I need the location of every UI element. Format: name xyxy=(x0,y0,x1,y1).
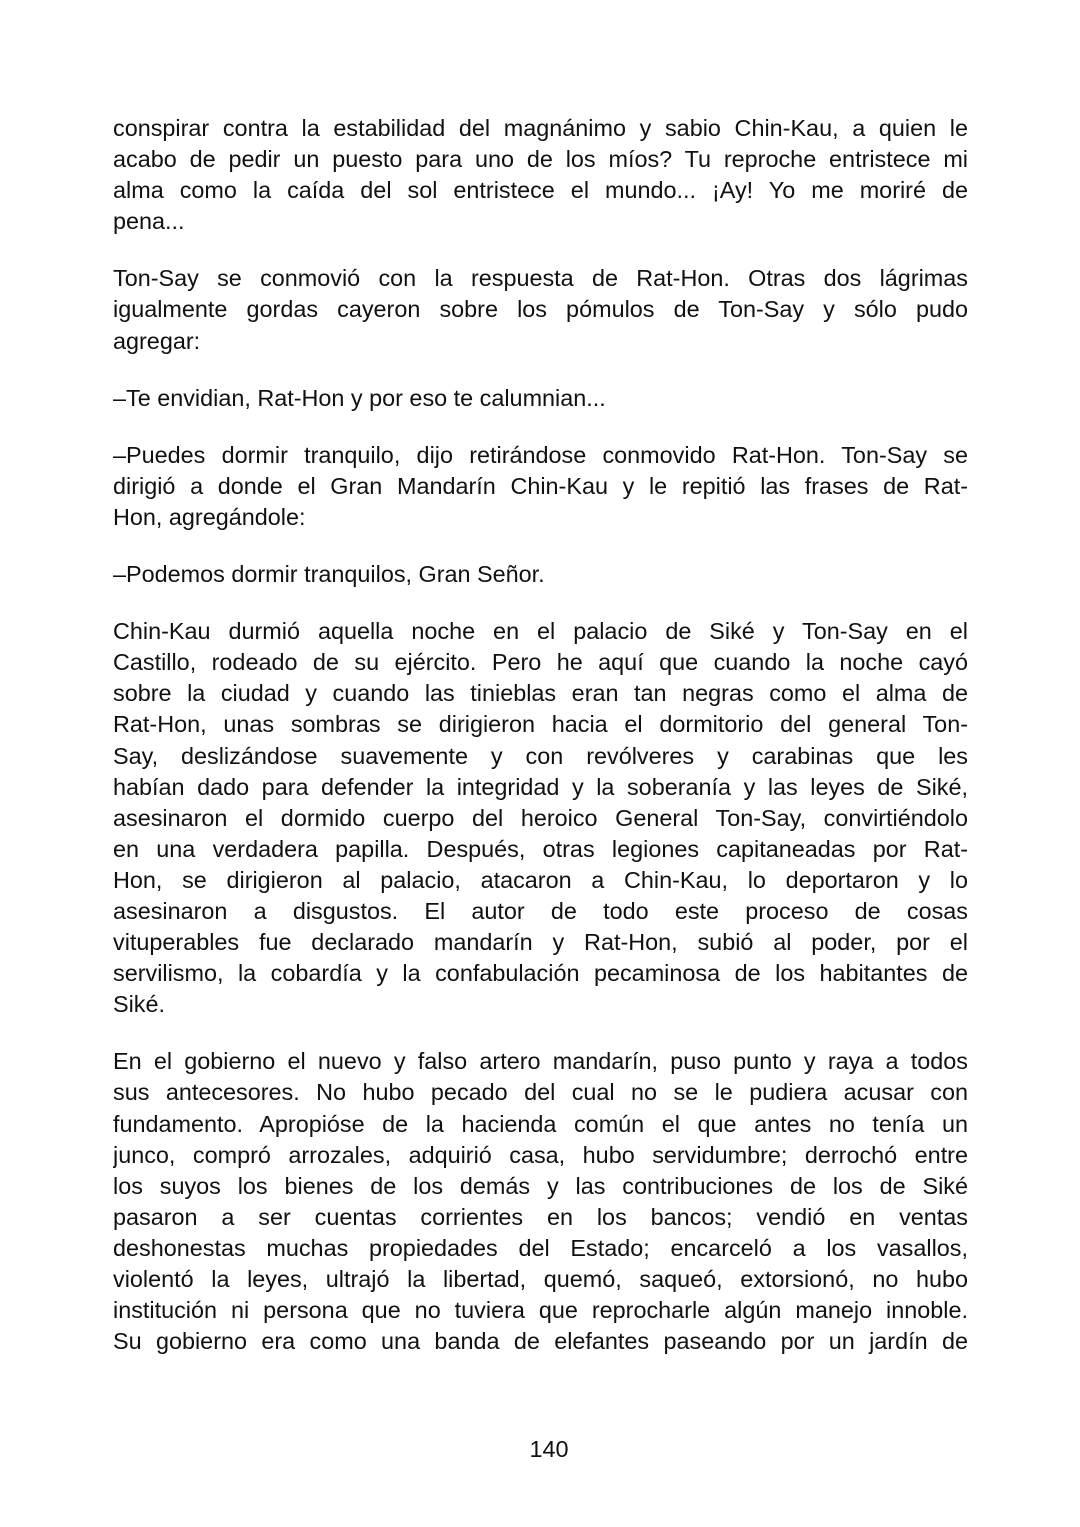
text-line: alma como la caída del sol entristece el mundo... ¡Ay! Yo me moriré de xyxy=(113,177,968,204)
text-line: –Puedes dormir tranquilo, dijo retirándose conmovido Rat-Hon. Ton-Say se xyxy=(113,441,968,468)
text-line: –Podemos dormir tranquilos, Gran Señor. xyxy=(113,561,545,588)
text-line: asesinaron el dormido cuerpo del heroico General Ton-Say, convirtiéndolo xyxy=(113,804,968,831)
text-line: deshonestas muchas propiedades del Estado; encarceló a los vasallos, xyxy=(113,1234,968,1261)
text-line: violentó la leyes, ultrajó la libertad, quemó, saqueó, extorsionó, no hubo xyxy=(113,1266,968,1292)
text-line: junco, compró arrozales, adquirió casa, hubo servidumbre; derrochó entre xyxy=(113,1141,968,1168)
text-line: vituperables fue declarado mandarín y Rat-Hon, subió al poder, por el xyxy=(113,929,968,956)
paragraph-5-dialogue xyxy=(113,559,968,590)
paragraph-2 xyxy=(113,263,968,356)
text-line: Siké. xyxy=(113,991,166,1018)
text-line: habían dado para defender la integridad y la soberanía y las leyes de Siké, xyxy=(113,773,968,800)
text-line: Hon, se dirigieron al palacio, atacaron a Chin-Kau, lo deportaron y lo xyxy=(113,866,968,893)
text-line: Ton-Say se conmovió con la respuesta de Rat-Hon. Otras dos lágrimas xyxy=(113,265,968,292)
text-line: En el gobierno el nuevo y falso artero mandarín, puso punto y raya a todos xyxy=(113,1048,968,1075)
paragraph-7 xyxy=(113,1046,968,1357)
text-line: Rat-Hon, unas sombras se dirigieron hacia el dormitorio del general Ton- xyxy=(113,711,968,738)
text-line: igualmente gordas cayeron sobre los pómulos de Ton-Say y sólo pudo xyxy=(113,296,968,323)
text-line: en una verdadera papilla. Después, otras legiones capitaneadas por Rat- xyxy=(113,835,968,862)
text-line: Chin-Kau durmió aquella noche en el palacio de Siké y Ton-Say en el xyxy=(113,618,968,645)
text-line: Castillo, rodeado de su ejército. Pero he aquí que cuando la noche cayó xyxy=(113,649,968,676)
text-line: pasaron a ser cuentas corrientes en los bancos; vendió en ventas xyxy=(113,1203,968,1230)
text-line: acabo de pedir un puesto para uno de los míos? Tu reproche entristece mi xyxy=(113,146,968,173)
text-line: Su gobierno era como una banda de elefantes paseando por un jardín de xyxy=(113,1328,968,1355)
body-text xyxy=(113,113,968,1383)
text-line: sus antecesores. No hubo pecado del cual no se le pudiera acusar con xyxy=(113,1079,968,1106)
text-line: conspirar contra la estabilidad del magnánimo y sabio Chin-Kau, a quien le xyxy=(113,115,968,141)
text-line: pena... xyxy=(113,208,185,235)
page-number: 140 xyxy=(529,1436,569,1462)
text-line: asesinaron a disgustos. El autor de todo este proceso de cosas xyxy=(113,897,968,924)
text-line: –Te envidian, Rat-Hon y por eso te calumnian... xyxy=(113,384,606,411)
text-line: fundamento. Apropióse de la hacienda común el que antes no tenía un xyxy=(113,1110,968,1137)
text-line: dirigió a donde el Gran Mandarín Chin-Kau y le repitió las frases de Rat- xyxy=(113,472,968,499)
paragraph-4-dialogue xyxy=(113,440,968,533)
paragraph-6 xyxy=(113,616,968,1020)
paragraph-3-dialogue xyxy=(113,383,968,414)
text-line: institución ni persona que no tuviera que reprocharle algún manejo innoble. xyxy=(113,1297,968,1324)
text-line: agregar: xyxy=(113,327,201,354)
text-line: sobre la ciudad y cuando las tinieblas eran tan negras como el alma de xyxy=(113,680,968,707)
paragraph-1 xyxy=(113,113,968,237)
text-line: Say, deslizándose suavemente y con revólveres y carabinas que les xyxy=(113,742,968,769)
text-line: Hon, agregándole: xyxy=(113,503,306,530)
text-line: servilismo, la cobardía y la confabulación pecaminosa de los habitantes de xyxy=(113,960,968,987)
text-line: los suyos los bienes de los demás y las contribuciones de los de Siké xyxy=(113,1172,968,1199)
